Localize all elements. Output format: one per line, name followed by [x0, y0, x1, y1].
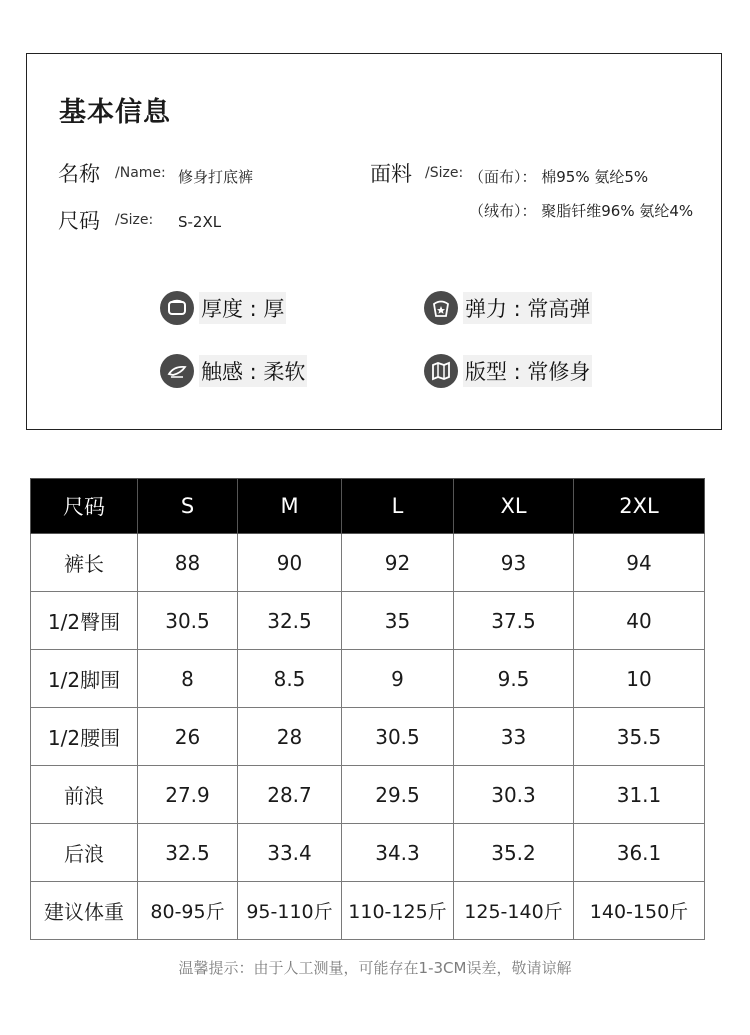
table-cell: 26 — [138, 708, 238, 766]
table-row — [31, 592, 705, 650]
header-size: 尺码 — [31, 479, 138, 534]
row-label: 1/2脚围 — [31, 650, 138, 708]
row-label: 1/2臀围 — [31, 592, 138, 650]
header-m: M — [238, 479, 342, 534]
attr-fit — [424, 354, 592, 388]
table-cell: 92 — [342, 534, 454, 592]
table-cell: 30.5 — [342, 708, 454, 766]
table-cell: 32.5 — [138, 824, 238, 882]
table-row — [31, 882, 705, 940]
size-chart-table — [30, 478, 705, 940]
table-cell: 8 — [138, 650, 238, 708]
header-s: S — [138, 479, 238, 534]
table-cell: 80-95斤 — [138, 882, 238, 940]
table-cell: 28 — [238, 708, 342, 766]
table-cell: 9.5 — [454, 650, 574, 708]
row-label: 建议体重 — [31, 882, 138, 940]
row-label: 后浪 — [31, 824, 138, 882]
table-cell: 35.2 — [454, 824, 574, 882]
name-label: 名称 — [58, 162, 100, 186]
size-en-label: /Size: — [115, 212, 154, 228]
name-value: 修身打底裤 — [178, 168, 254, 186]
table-cell: 30.5 — [138, 592, 238, 650]
table-cell: 29.5 — [342, 766, 454, 824]
stretch-star-icon — [424, 291, 458, 325]
table-cell: 35 — [342, 592, 454, 650]
header-l: L — [342, 479, 454, 534]
table-cell: 34.3 — [342, 824, 454, 882]
fabric-layers-icon — [160, 291, 194, 325]
table-row — [31, 708, 705, 766]
table-cell: 37.5 — [454, 592, 574, 650]
table-cell: 9 — [342, 650, 454, 708]
table-cell: 33.4 — [238, 824, 342, 882]
table-cell: 125-140斤 — [454, 882, 574, 940]
table-cell: 8.5 — [238, 650, 342, 708]
attr-fit-text: 版型 : 常修身 — [463, 355, 592, 387]
fabric-line-2: （绒布）： 聚脂钎维96% 氨纶4% — [469, 202, 694, 220]
fabric-line-1: （面布）： 棉95% 氨纶5% — [469, 168, 649, 186]
attr-elasticity — [424, 291, 592, 325]
table-cell: 31.1 — [574, 766, 705, 824]
row-label: 1/2腰围 — [31, 708, 138, 766]
header-xl: XL — [454, 479, 574, 534]
soft-feather-icon — [160, 354, 194, 388]
attr-elasticity-text: 弹力 : 常高弹 — [463, 292, 592, 324]
fit-shape-icon — [424, 354, 458, 388]
table-cell: 36.1 — [574, 824, 705, 882]
table-cell: 93 — [454, 534, 574, 592]
table-cell: 140-150斤 — [574, 882, 705, 940]
row-label: 前浪 — [31, 766, 138, 824]
table-cell: 35.5 — [574, 708, 705, 766]
table-cell: 95-110斤 — [238, 882, 342, 940]
name-en-label: /Name: — [115, 165, 166, 181]
table-cell: 40 — [574, 592, 705, 650]
table-header-row — [31, 479, 705, 534]
table-cell: 10 — [574, 650, 705, 708]
table-row — [31, 824, 705, 882]
table-cell: 110-125斤 — [342, 882, 454, 940]
fabric-label: 面料 — [370, 162, 412, 186]
size-value: S-2XL — [178, 213, 222, 231]
table-cell: 88 — [138, 534, 238, 592]
attr-feel-text: 触感 : 柔软 — [199, 355, 307, 387]
fabric-en-label: /Size: — [425, 165, 464, 181]
table-cell: 30.3 — [454, 766, 574, 824]
table-row — [31, 766, 705, 824]
table-cell: 94 — [574, 534, 705, 592]
measurement-note: 温馨提示：由于人工测量，可能存在1-3CM误差，敬请谅解 — [178, 959, 572, 977]
table-cell: 27.9 — [138, 766, 238, 824]
attr-thickness — [160, 291, 286, 325]
table-cell: 33 — [454, 708, 574, 766]
row-label: 裤长 — [31, 534, 138, 592]
table-cell: 32.5 — [238, 592, 342, 650]
info-title: 基本信息 — [59, 97, 171, 128]
header-2xl: 2XL — [574, 479, 705, 534]
table-cell: 28.7 — [238, 766, 342, 824]
basic-info-panel — [26, 53, 722, 430]
size-label: 尺码 — [58, 209, 100, 233]
table-cell: 90 — [238, 534, 342, 592]
attr-feel — [160, 354, 307, 388]
table-row — [31, 650, 705, 708]
table-row — [31, 534, 705, 592]
attr-thickness-text: 厚度 : 厚 — [199, 292, 286, 324]
